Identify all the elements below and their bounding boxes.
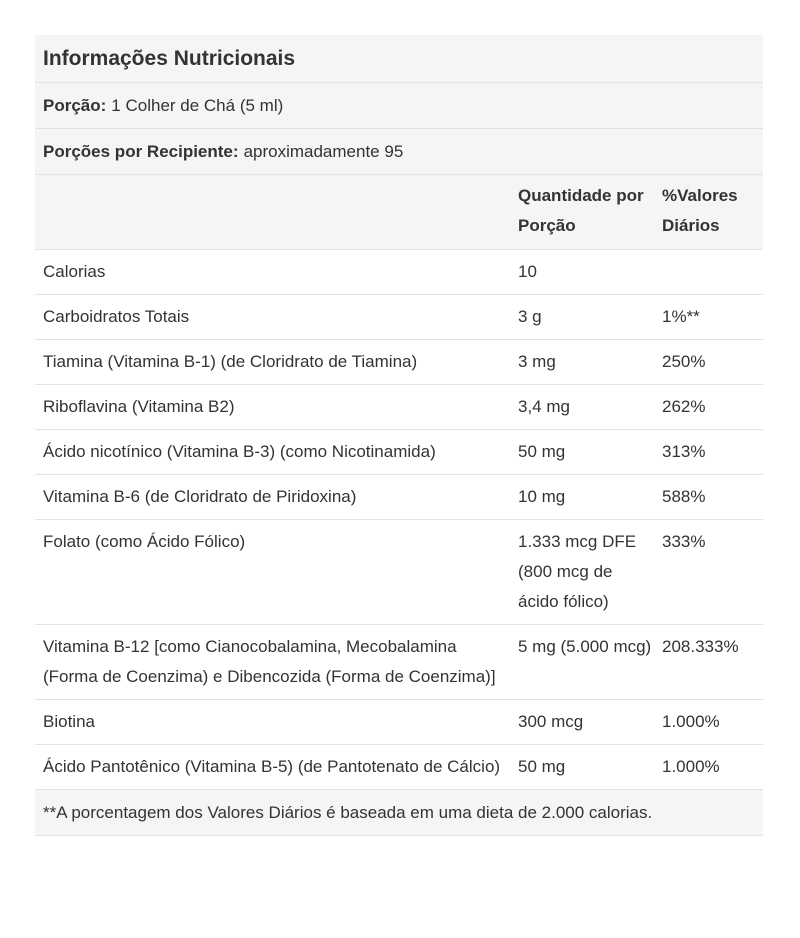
nutrient-amount: 1.333 mcg DFE (800 mcg de ácido fólico) bbox=[510, 520, 656, 625]
table-row bbox=[35, 625, 763, 700]
nutrient-name: Vitamina B-12 [como Cianocobalamina, Mecobalamina (Forma de Coenzima) e Dibencozida (Forma de Coenzima)] bbox=[35, 625, 510, 700]
nutrient-table bbox=[35, 175, 763, 790]
nutrient-daily-value: 262% bbox=[656, 385, 763, 430]
servings-per-container-value: aproximadamente 95 bbox=[243, 141, 404, 161]
nutrient-daily-value: 1.000% bbox=[656, 700, 763, 745]
table-row bbox=[35, 385, 763, 430]
header-daily-value: %Valores Diários bbox=[656, 175, 763, 250]
nutrient-name: Riboflavina (Vitamina B2) bbox=[35, 385, 510, 430]
table-row bbox=[35, 340, 763, 385]
nutrient-daily-value: 588% bbox=[656, 475, 763, 520]
nutrient-daily-value: 250% bbox=[656, 340, 763, 385]
nutrient-amount: 3 mg bbox=[510, 340, 656, 385]
nutrient-amount: 300 mcg bbox=[510, 700, 656, 745]
nutrient-daily-value: 1%** bbox=[656, 295, 763, 340]
nutrient-amount: 10 bbox=[510, 250, 656, 295]
serving-size-value: 1 Colher de Chá (5 ml) bbox=[111, 95, 284, 115]
table-header-row bbox=[35, 175, 763, 250]
nutrient-daily-value: 333% bbox=[656, 520, 763, 625]
page-title: Informações Nutricionais bbox=[43, 46, 296, 70]
nutrient-amount: 50 mg bbox=[510, 430, 656, 475]
nutrient-amount: 3,4 mg bbox=[510, 385, 656, 430]
nutrient-daily-value: 1.000% bbox=[656, 745, 763, 790]
nutrient-name: Ácido nicotínico (Vitamina B-3) (como Nicotinamida) bbox=[35, 430, 510, 475]
nutrient-name: Carboidratos Totais bbox=[35, 295, 510, 340]
serving-size-row bbox=[35, 83, 763, 129]
table-row bbox=[35, 700, 763, 745]
nutrient-name: Biotina bbox=[35, 700, 510, 745]
table-row bbox=[35, 250, 763, 295]
servings-per-container-label: Porções por Recipiente: bbox=[43, 141, 239, 161]
table-row bbox=[35, 475, 763, 520]
footnote: **A porcentagem dos Valores Diários é baseada em uma dieta de 2.000 calorias. bbox=[35, 790, 763, 836]
table-row bbox=[35, 745, 763, 790]
header-nutrient bbox=[35, 175, 510, 250]
title-row bbox=[35, 35, 763, 83]
nutrient-name: Ácido Pantotênico (Vitamina B-5) (de Pantotenato de Cálcio) bbox=[35, 745, 510, 790]
servings-per-container-row bbox=[35, 129, 763, 175]
table-row bbox=[35, 430, 763, 475]
nutrient-name: Vitamina B-6 (de Cloridrato de Piridoxina) bbox=[35, 475, 510, 520]
nutrition-facts-panel bbox=[35, 35, 763, 836]
nutrient-daily-value: 313% bbox=[656, 430, 763, 475]
header-amount: Quantidade por Porção bbox=[510, 175, 656, 250]
nutrient-daily-value bbox=[656, 250, 763, 295]
nutrient-rows bbox=[35, 250, 763, 790]
nutrient-amount: 5 mg (5.000 mcg) bbox=[510, 625, 656, 700]
nutrient-name: Tiamina (Vitamina B-1) (de Cloridrato de Tiamina) bbox=[35, 340, 510, 385]
nutrient-name: Folato (como Ácido Fólico) bbox=[35, 520, 510, 625]
nutrient-amount: 50 mg bbox=[510, 745, 656, 790]
nutrient-name: Calorias bbox=[35, 250, 510, 295]
nutrient-daily-value: 208.333% bbox=[656, 625, 763, 700]
nutrient-amount: 3 g bbox=[510, 295, 656, 340]
table-row bbox=[35, 295, 763, 340]
table-row bbox=[35, 520, 763, 625]
serving-size-label: Porção: bbox=[43, 95, 107, 115]
nutrient-amount: 10 mg bbox=[510, 475, 656, 520]
